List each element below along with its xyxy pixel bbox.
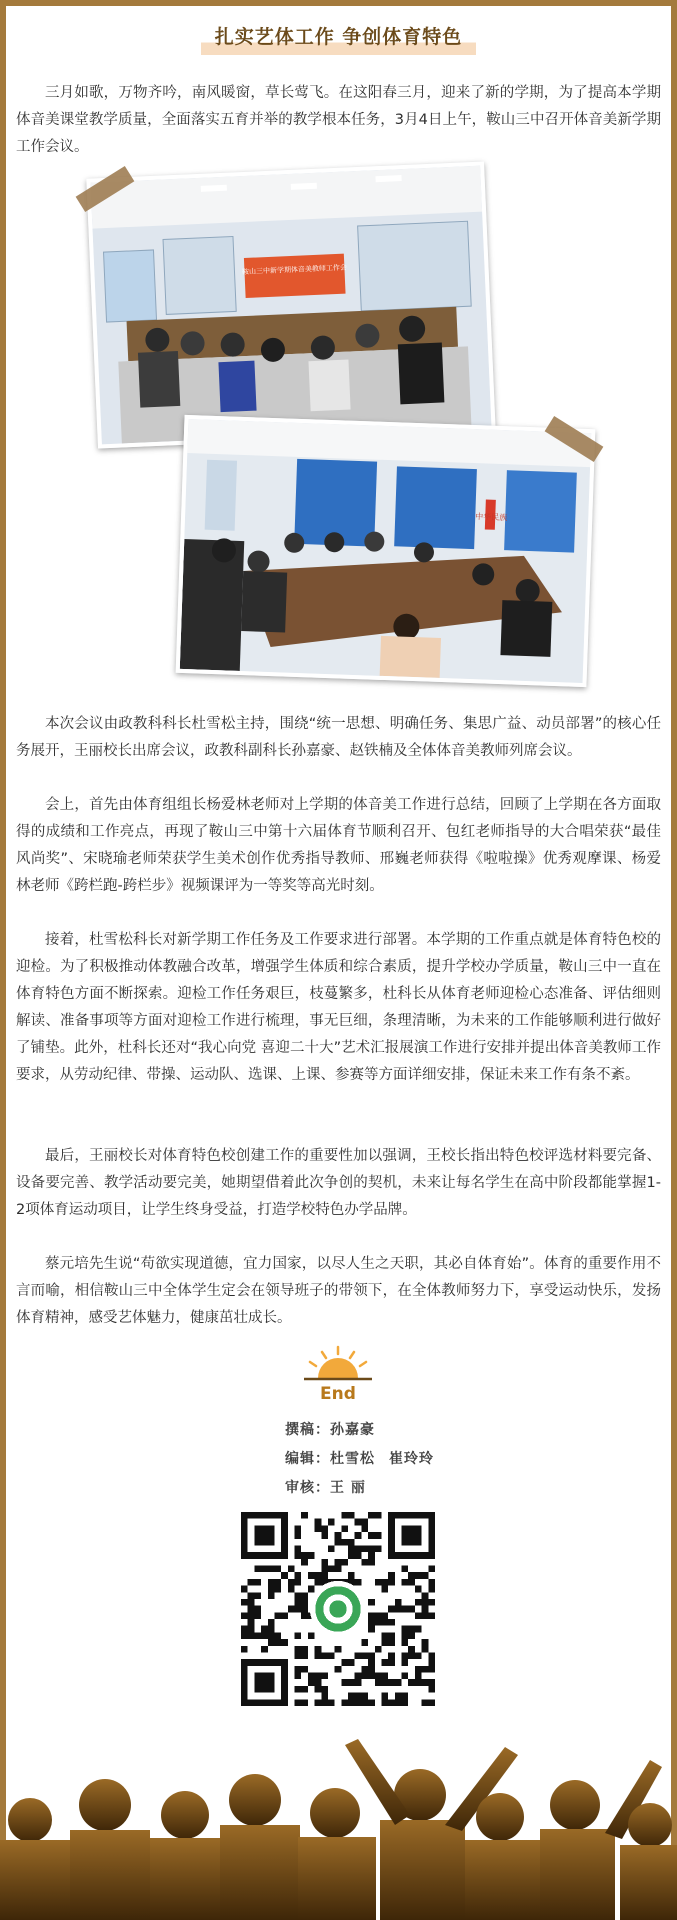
- paragraph-intro: 三月如歌，万物齐吟，南风暖窗，草长莺飞。在这阳春三月，迎来了新的学期，为了提高本学期体音美课堂教学质量，全面落实五育并举的教学根本任务，3月4日上午，鞍山三中召开体音美新学期工作会议。: [16, 85, 661, 155]
- meeting-photo-1-image: [90, 166, 491, 445]
- reviewer-label: 审核：: [285, 1480, 330, 1496]
- sun-icon: [318, 1358, 358, 1378]
- end-label: End: [320, 1384, 356, 1404]
- end-sun-logo: [298, 1345, 378, 1405]
- credit-writer: [285, 1419, 375, 1439]
- qr-code[interactable]: [241, 1512, 435, 1706]
- article-title: 扎实艺体工作 争创体育特色: [201, 22, 477, 55]
- paragraph-closing: 最后，王丽校长对体育特色校创建工作的重要性加以强调，王校长指出特色校评选材料要完备、设备要完善、教学活动要完美，她期望借着此次争创的契机，未来让每名学生在高中阶段都能掌握1-2项体育运动项目，让学生终身受益，打造学校特色办学品牌。: [16, 1148, 661, 1218]
- photo1-banner: 鞍山三中新学期体音美教师工作会: [241, 263, 348, 277]
- photo2-banner: 中华民族: [475, 512, 508, 523]
- meeting-photo-2-image: [180, 419, 591, 683]
- writer-label: 撰稿：: [285, 1422, 330, 1438]
- writer-name: 孙嘉豪: [330, 1422, 375, 1438]
- credit-reviewer: [285, 1477, 366, 1497]
- meeting-photo-2: [176, 415, 596, 687]
- crowd-silhouette: [0, 1735, 677, 1920]
- meeting-photo-1: [86, 161, 495, 448]
- editor-name-1: 杜雪松: [330, 1451, 375, 1467]
- paragraph-host: 本次会议由政教科科长杜雪松主持，围绕“统一思想、明确任务、集思广益、动员部署”的核心任务展开，王丽校长出席会议，政教科副科长孙嘉豪、赵铁楠及全体体音美教师列席会议。: [16, 716, 661, 759]
- paragraph-deployment: 接着，杜雪松科长对新学期工作任务及工作要求进行部署。本学期的工作重点就是体育特色校的迎检。为了积极推动体教融合改革，增强学生体质和综合素质，提升学校办学质量，鞍山三中一直在体育特色方面不断探索。迎检工作任务艰巨，枝蔓繁多，杜科长从体育老师迎检心态准备、评估细则解读、准备事项等方面对迎检工作进行梳理，事无巨细，条理清晰，为未来的工作能够顺利进行做好了铺垫。此外，杜科长还对“我心向党 喜迎二十大”艺术汇报展演工作进行安排并提出体音美教师工作要求，从劳动纪律、带操、运动队、选课、上课、参赛等方面详细安排，保证未来工作有条不紊。: [16, 932, 661, 1083]
- editor-name-2: 崔玲玲: [389, 1451, 434, 1467]
- editor-label: 编辑：: [285, 1451, 330, 1467]
- paragraph-review: 会上，首先由体育组组长杨爱林老师对上学期的体音美工作进行总结，回顾了上学期在各方面取得的成绩和工作亮点，再现了鞍山三中第十六届体育节顺利召开、包红老师指导的大合唱荣获“最佳风尚奖”、宋晓瑜老师荣获学生美术创作优秀指导教师、邢巍老师获得《啦啦操》优秀观摩课、杨爱林老师《跨栏跑-跨栏步》视频课评为一等奖等高光时刻。: [16, 797, 661, 894]
- paragraph-quote: 蔡元培先生说“苟欲实现道德，宜力国家，以尽人生之天职，其必自体育始”。体育的重要作用不言而喻，相信鞍山三中全体学生定会在领导班子的带领下，在全体教师努力下，享受运动快乐，发扬体育精神，感受艺体魅力，健康茁壮成长。: [16, 1256, 661, 1326]
- credit-editor: [285, 1448, 434, 1468]
- title-wrap: [0, 22, 677, 55]
- reviewer-name: 王 丽: [330, 1480, 366, 1496]
